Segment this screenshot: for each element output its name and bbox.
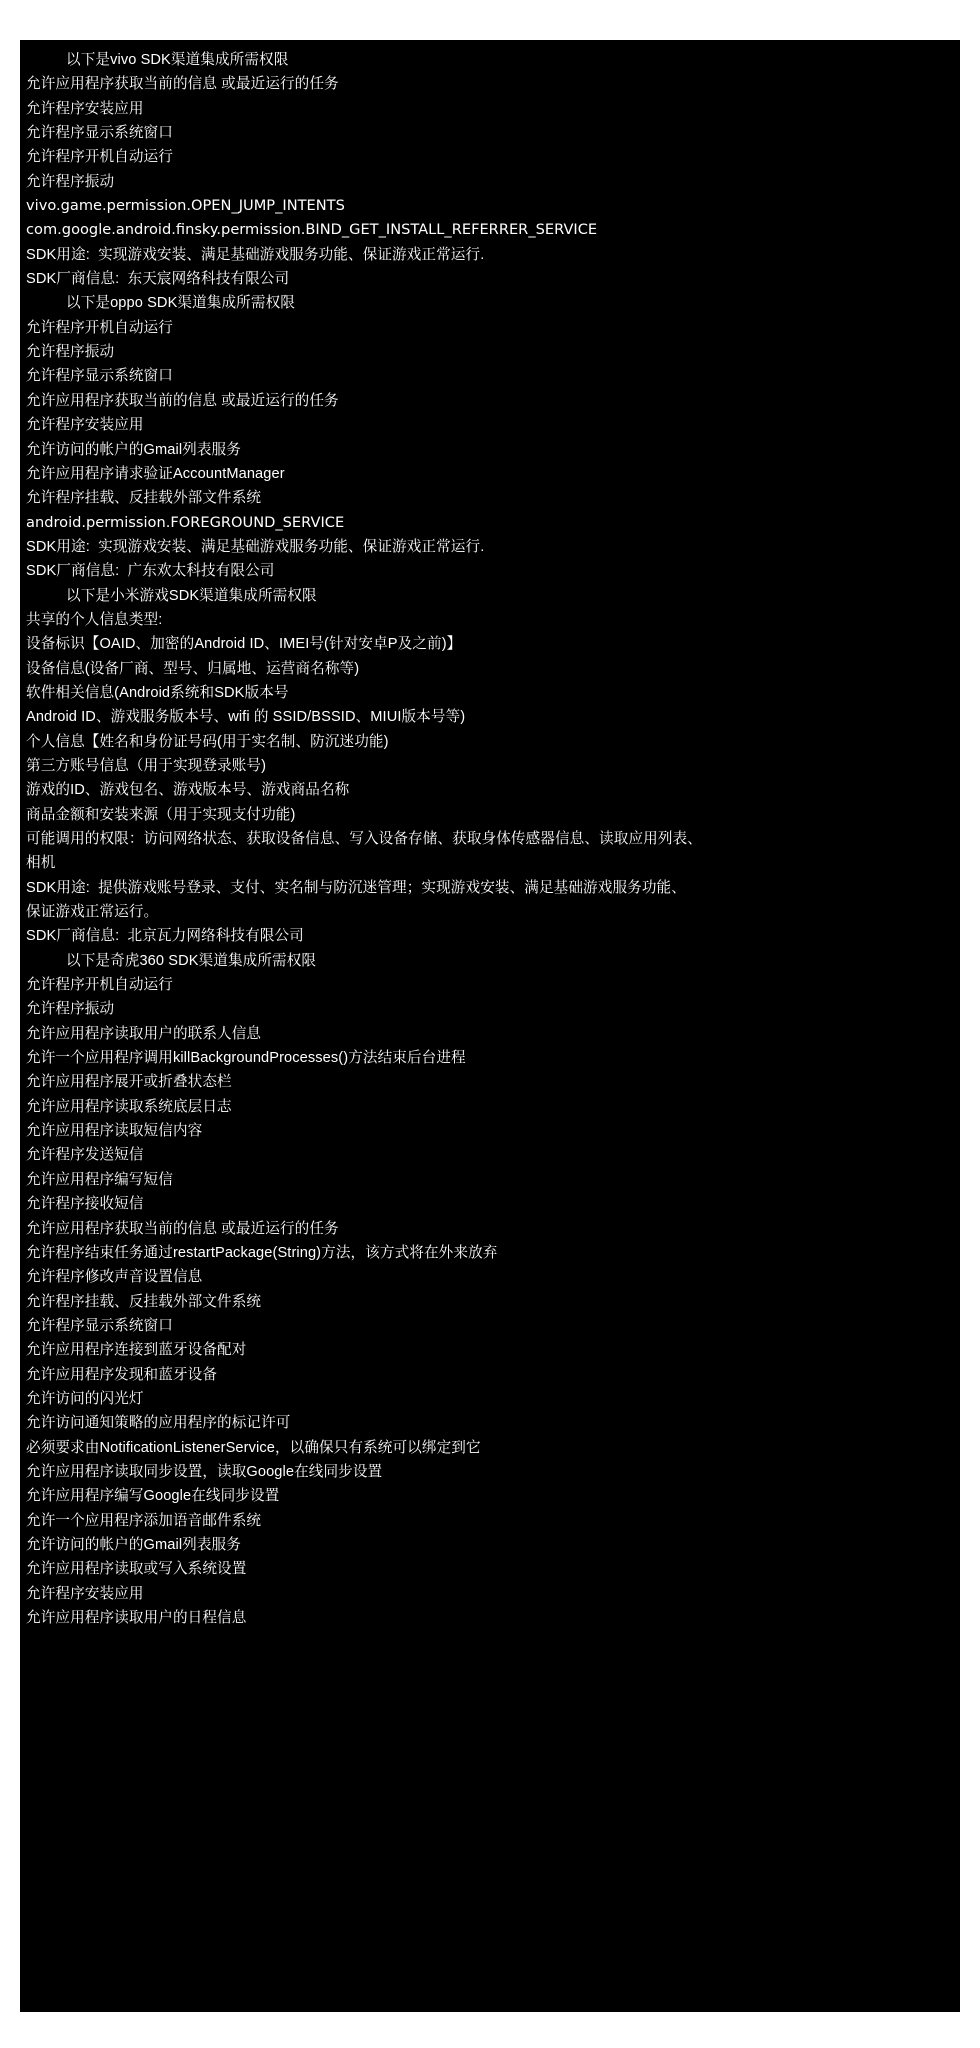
permission-line: 商品金额和安装来源（用于实现支付功能) bbox=[26, 806, 296, 823]
permission-line: 以下是小米游戏SDK渠道集成所需权限 bbox=[66, 587, 317, 604]
permission-line: 允许一个应用程序调用killBackgroundProcesses()方法结束后台进程 bbox=[26, 1050, 466, 1067]
permission-line: 允许应用程序读取系统底层日志 bbox=[26, 1098, 232, 1115]
permission-line: com.google.android.finsky.permission.BIND_GET_INSTALL_REFERRER_SERVICE bbox=[26, 221, 598, 239]
permission-line: 允许应用程序获取当前的信息 或最近运行的任务 bbox=[26, 392, 339, 409]
permission-line: android.permission.FOREGROUND_SERVICE bbox=[26, 513, 345, 531]
permission-line: SDK用途: 实现游戏安装、满足基础游戏服务功能、保证游戏正常运行. bbox=[26, 538, 485, 555]
permission-line: 允许程序挂载、反挂载外部文件系统 bbox=[26, 490, 262, 507]
permission-line: 设备信息(设备厂商、型号、归属地、运营商名称等) bbox=[26, 660, 360, 677]
permission-line: 设备标识【OAID、加密的Android ID、IMEI号(针对安卓P及之前)】 bbox=[26, 636, 462, 653]
permission-line: 允许程序挂载、反挂载外部文件系统 bbox=[26, 1293, 262, 1310]
permission-line: 以下是奇虎360 SDK渠道集成所需权限 bbox=[66, 952, 317, 969]
permission-line: 允许应用程序读取短信内容 bbox=[26, 1123, 203, 1140]
permission-line: 允许应用程序编写Google在线同步设置 bbox=[26, 1488, 280, 1505]
permission-line: 允许程序显示系统窗口 bbox=[26, 368, 173, 385]
permission-line: 允许应用程序读取同步设置，读取Google在线同步设置 bbox=[26, 1463, 383, 1480]
permission-line: 允许访问通知策略的应用程序的标记许可 bbox=[26, 1415, 291, 1432]
permission-line: SDK厂商信息: 北京瓦力网络科技有限公司 bbox=[26, 928, 304, 945]
permission-line: 允许程序安装应用 bbox=[26, 100, 144, 117]
permission-line: 允许访问的闪光灯 bbox=[26, 1390, 144, 1407]
permission-line: 允许程序开机自动运行 bbox=[26, 319, 173, 336]
permission-line: Android ID、游戏服务版本号、wifi 的 SSID/BSSID、MIUI版本号等) bbox=[26, 709, 466, 726]
permission-line: 允许程序显示系统窗口 bbox=[26, 1317, 173, 1334]
permission-line: 允许应用程序获取当前的信息 或最近运行的任务 bbox=[26, 1220, 339, 1237]
permission-line: 第三方账号信息（用于实现登录账号) bbox=[26, 757, 267, 774]
permission-line: 允许一个应用程序添加语音邮件系统 bbox=[26, 1512, 262, 1529]
permission-line: 允许应用程序展开或折叠状态栏 bbox=[26, 1074, 232, 1091]
permission-line: vivo.game.permission.OPEN_JUMP_INTENTS bbox=[26, 197, 345, 215]
permission-line: 允许应用程序获取当前的信息 或最近运行的任务 bbox=[26, 76, 339, 93]
permission-line: SDK厂商信息: 东天宸网络科技有限公司 bbox=[26, 271, 290, 288]
permission-line: 保证游戏正常运行。 bbox=[26, 904, 159, 921]
permission-line: 允许程序修改声音设置信息 bbox=[26, 1269, 203, 1286]
permission-line: 允许应用程序编写短信 bbox=[26, 1171, 173, 1188]
permission-line: 允许程序振动 bbox=[26, 173, 115, 190]
permission-line: 允许应用程序连接到蓝牙设备配对 bbox=[26, 1342, 247, 1359]
permission-line: 允许程序安装应用 bbox=[26, 417, 144, 434]
permission-line: 允许程序安装应用 bbox=[26, 1585, 144, 1602]
permission-line: 允许应用程序请求验证AccountManager bbox=[26, 465, 285, 482]
permission-line: 允许程序振动 bbox=[26, 344, 115, 361]
permission-line: 允许应用程序读取用户的联系人信息 bbox=[26, 1025, 262, 1042]
permission-line: 允许应用程序读取或写入系统设置 bbox=[26, 1561, 247, 1578]
permission-line: 必须要求由NotificationListenerService，以确保只有系统可以绑定到它 bbox=[26, 1439, 481, 1456]
permissions-line-list bbox=[20, 40, 960, 1630]
permission-line: 允许程序结束任务通过restartPackage(String)方法，该方式将在外来放弃 bbox=[26, 1244, 498, 1261]
permission-line: 相机 bbox=[26, 855, 56, 872]
permission-line: 以下是oppo SDK渠道集成所需权限 bbox=[66, 295, 295, 312]
permission-line: 允许程序振动 bbox=[26, 1001, 115, 1018]
permissions-document bbox=[20, 40, 960, 2012]
permission-line: 允许程序开机自动运行 bbox=[26, 977, 173, 994]
permission-line: 允许程序接收短信 bbox=[26, 1196, 144, 1213]
permission-line: 允许程序显示系统窗口 bbox=[26, 125, 173, 142]
permission-line: SDK用途: 提供游戏账号登录、支付、实名制与防沉迷管理；实现游戏安装、满足基础游戏服务功能、 bbox=[26, 879, 686, 896]
permission-line: 共享的个人信息类型: bbox=[26, 611, 163, 628]
permission-line: 软件相关信息(Android系统和SDK版本号 bbox=[26, 684, 289, 701]
permission-line: 以下是vivo SDK渠道集成所需权限 bbox=[66, 52, 289, 68]
permission-line: 允许应用程序发现和蓝牙设备 bbox=[26, 1366, 218, 1383]
permission-line: 游戏的ID、游戏包名、游戏版本号、游戏商品名称 bbox=[26, 782, 350, 799]
permission-line: 允许应用程序读取用户的日程信息 bbox=[26, 1610, 247, 1626]
permission-line: 允许程序发送短信 bbox=[26, 1147, 144, 1164]
permission-line: 允许程序开机自动运行 bbox=[26, 149, 173, 166]
permission-line: SDK厂商信息: 广东欢太科技有限公司 bbox=[26, 563, 275, 580]
permission-line: 允许访问的帐户的Gmail列表服务 bbox=[26, 1536, 241, 1553]
permission-line: 可能调用的权限：访问网络状态、获取设备信息、写入设备存储、获取身体传感器信息、读取应用列表、 bbox=[26, 831, 702, 847]
permission-line: SDK用途: 实现游戏安装、满足基础游戏服务功能、保证游戏正常运行. bbox=[26, 246, 485, 263]
permission-line: 允许访问的帐户的Gmail列表服务 bbox=[26, 441, 241, 458]
permission-line: 个人信息【姓名和身份证号码(用于实名制、防沉迷功能) bbox=[26, 733, 389, 750]
